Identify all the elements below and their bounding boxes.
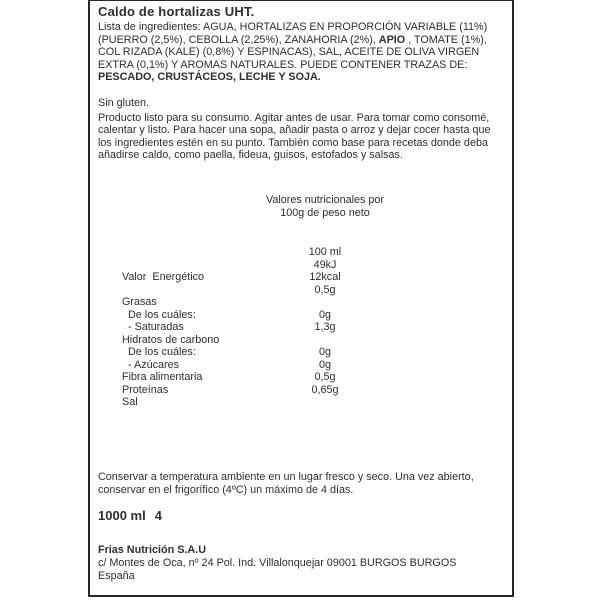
nutrient-label: Fibra alimentaria — [122, 371, 203, 383]
nutrient-value: 0g — [318, 308, 331, 321]
nutrition-row-salt — [98, 383, 504, 408]
nutrition-header-line1: Valores nutricionales por — [265, 194, 385, 206]
ingredients-text-2: , TOMATE (1%), COL RIZADA (KALE) (0,8%) Y ESPINACAS), SAL, ACEITE DE OLIVA VIRGEN EXTRA (0,1%) Y AROMAS NATURALES. PUEDE CONTENER TRAZAS DE: — [98, 33, 487, 71]
product-title: Caldo de hortalizas UHT. — [98, 4, 255, 19]
nutrient-value: 0g — [318, 358, 331, 371]
net-quantity-line — [98, 508, 162, 523]
nutrient-value: 0,65g — [311, 383, 339, 396]
nutrient-sublabel: De los cuáles: — [128, 346, 196, 358]
nutrient-label: Proteínas — [122, 383, 169, 396]
nutrient-value: 0,5g — [314, 371, 336, 383]
nutrient-sublabel: - Saturadas — [128, 321, 184, 333]
units-count: 4 — [154, 508, 162, 523]
allergen-apio: APIO — [378, 33, 406, 46]
nutrition-row-energy-kcal — [98, 271, 504, 284]
usage-instructions: Producto listo para su consumo. Agitar antes de usar. Para tomar como consomé, calentar y listo. Para hacer una sopa, añadir pasta o arroz y dejar cocer hasta que los ingredientes estén en su punto. También como base para recetas donde deba añadirse caldo, como paella, fideua, guisos, estofados y salsas. — [98, 111, 491, 162]
nutrient-value: 0g — [318, 346, 331, 358]
ingredients-paragraph — [98, 21, 504, 84]
nutrition-row-column-header — [98, 246, 504, 259]
nutrition-header-line2: 100g de peso neto — [280, 206, 370, 219]
manufacturer-country: España — [98, 569, 135, 582]
net-quantity: 1000 ml — [98, 508, 146, 523]
nutrition-table — [98, 246, 504, 408]
nutrient-value: 12kcal — [309, 271, 341, 283]
storage-instructions: Conservar a temperatura ambiente en un lugar fresco y seco. Una vez abierto, conservar en el frigorífico (4ºC) un máximo de 4 días. — [98, 471, 474, 496]
column-header-100ml: 100 ml — [308, 246, 342, 258]
gluten-free-statement: Sin gluten. — [98, 97, 150, 109]
nutrition-header — [240, 194, 410, 219]
nutrient-value: 49kJ — [313, 258, 337, 271]
usage-section — [98, 97, 504, 162]
label-border-box — [88, 0, 514, 597]
nutrition-row-sugars — [98, 346, 504, 371]
manufacturer-block — [98, 544, 504, 583]
nutrient-sublabel: De los cuáles: — [128, 308, 196, 321]
nutrition-row-carbohydrates — [98, 321, 504, 346]
nutrient-sublabel: - Azúcares — [128, 358, 180, 371]
nutrition-row-fat — [98, 283, 504, 308]
allergen-traces: PESCADO, CRUSTÁCEOS, LECHE Y SOJA. — [98, 71, 321, 83]
manufacturer-address: c/ Montes de Oca, nº 24 Pol. Ind. Villalonquejar 09001 BURGOS BURGOS — [98, 556, 457, 569]
nutrient-label: Sal — [122, 396, 138, 408]
nutrient-value: 0,5g — [314, 283, 336, 296]
nutrient-label: Valor Energético — [122, 271, 205, 283]
ingredients-text-1: Lista de ingredientes: AGUA, HORTALIZAS EN PROPORCIÓN VARIABLE (11%) (PUERRO (2,5%), CEBOLLA (2,25%), ZANAHORIA (2%), — [98, 21, 488, 46]
nutrient-label: Hidratos de carbono — [122, 333, 220, 346]
nutrient-value: 1,3g — [314, 321, 336, 333]
nutrient-label: Grasas — [122, 296, 157, 308]
manufacturer-name: Frias Nutrición S.A.U — [98, 544, 206, 556]
